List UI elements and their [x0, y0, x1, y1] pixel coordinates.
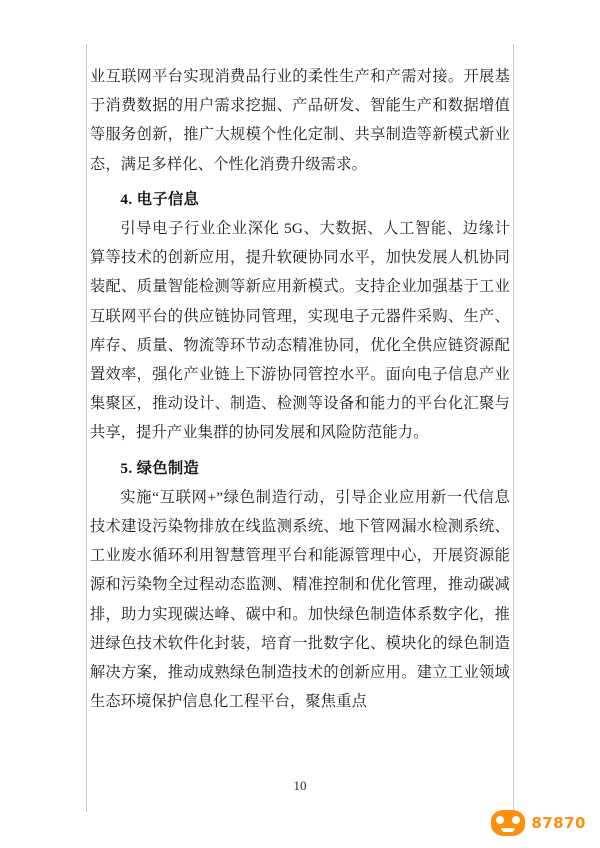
panda-face-icon	[491, 810, 525, 836]
document-body	[90, 62, 510, 716]
paragraph-block: 引导电子行业企业深化 5G、大数据、人工智能、边缘计算等技术的创新应用，提升软硬协同水平，加快发展人机协同装配、质量智能检测等新应用新模式。支持企业加强基于工业互联网平台的供应链协同管理，实现电子元器件采购、生产、库存、质量、物流等环节动态精准协同，优化全供应链资源配置效率，强化产业链上下游协同管控水平。面向电子信息产业集聚区，推动设计、制造、检测等设备和能力的平台化汇聚与共享，提升产业集群的协同发展和风险防范能力。	[90, 220, 510, 442]
paragraph-block: 业互联网平台实现消费品行业的柔性生产和产需对接。开展基于消费数据的用户需求挖掘、产品研发、智能生产和数据增值等服务创新，推广大规模个性化定制、共享制造等新模式新业态，满足多样化、个性化消费升级需求。	[90, 68, 510, 173]
panda-mouth-icon	[501, 828, 515, 832]
watermark-label: 87870	[531, 814, 586, 832]
watermark	[491, 810, 586, 836]
section-heading-green-manufacturing: 5. 绿色制造	[120, 459, 200, 477]
paragraph-block: 实施“互联网+”绿色制造行动，引导企业应用新一代信息技术建设污染物排放在线监测系统、地下管网漏水检测系统、工业废水循环利用智慧管理平台和能源管理中心，开展资源能源和污染物全过程动态监测、精准控制和优化管理，推动碳减排，助力实现碳达峰、碳中和。加快绿色制造体系数字化，推进绿色技术软件化封装，培育一批数字化、模块化的绿色制造解决方案，推动成熟绿色制造技术的创新应用。建立工业领域生态环境保护信息化工程平台，聚焦重点	[90, 488, 510, 711]
section-heading-electronic-information: 4. 电子信息	[120, 190, 200, 208]
page-number: 10	[293, 778, 307, 793]
